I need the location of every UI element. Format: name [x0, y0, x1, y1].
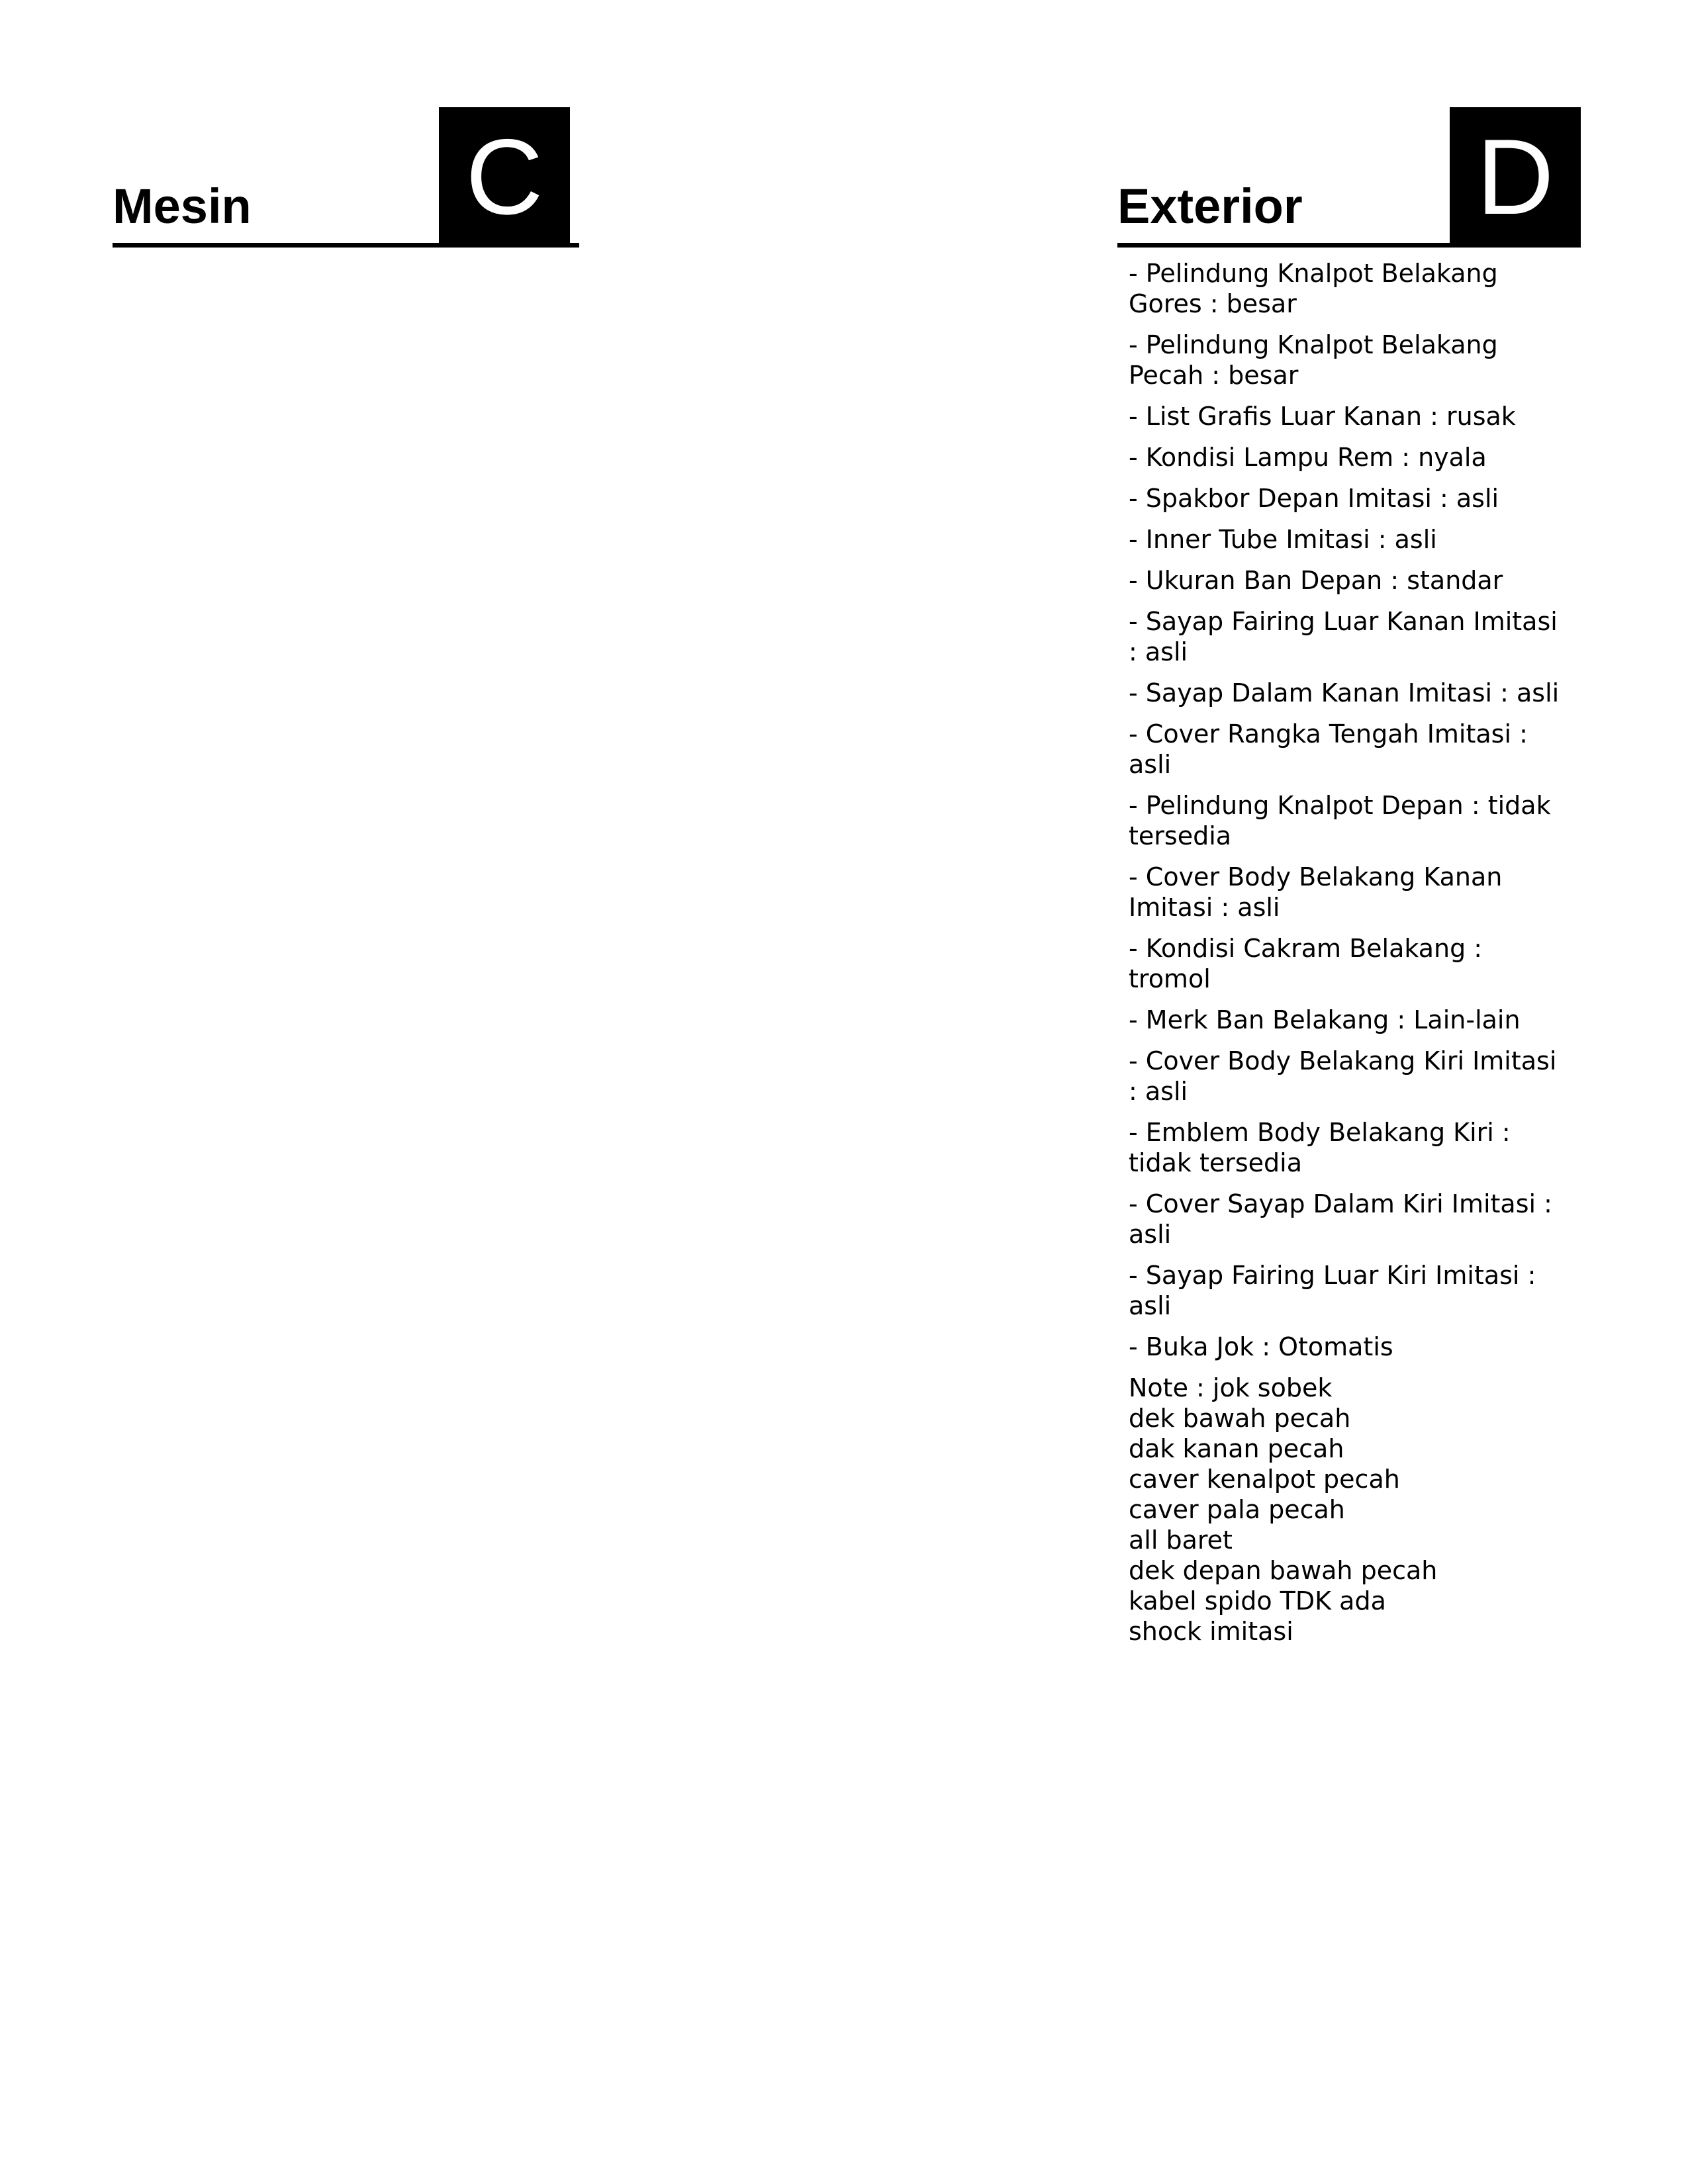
list-item: - Inner Tube Imitasi : asli	[1129, 525, 1437, 554]
list-item: - Buka Jok : Otomatis	[1129, 1332, 1393, 1361]
exterior-note: Note : jok sobek dek bawah pecah dak kanan pecah caver kenalpot pecah caver pala pecah all baret dek depan bawah pecah kabel spido TDK ada shock imitasi	[1129, 1373, 1438, 1646]
list-item: - Ukuran Ban Depan : standar	[1129, 566, 1503, 595]
list-item: - Sayap Dalam Kanan Imitasi : asli	[1129, 678, 1560, 707]
list-item: - Sayap Fairing Luar Kiri Imitasi : asli	[1129, 1261, 1536, 1320]
section-letter-badge-d: D	[1450, 107, 1581, 248]
section-mesin	[113, 107, 579, 250]
section-title-exterior: Exterior	[1117, 179, 1303, 234]
list-item: - Cover Sayap Dalam Kiri Imitasi : asli	[1129, 1189, 1552, 1249]
list-item: - Pelindung Knalpot Depan : tidak tersedia	[1129, 791, 1551, 850]
exterior-inspection-list	[1129, 258, 1566, 1647]
list-item: - Pelindung Knalpot Belakang Pecah : besar	[1129, 330, 1498, 390]
section-title-mesin: Mesin	[113, 179, 252, 234]
list-item: - Cover Body Belakang Kiri Imitasi : asli	[1129, 1046, 1557, 1106]
list-item: - Cover Body Belakang Kanan Imitasi : asli	[1129, 862, 1503, 922]
section-letter-badge-c: C	[439, 107, 570, 248]
list-item: - Emblem Body Belakang Kiri : tidak tersedia	[1129, 1118, 1511, 1177]
list-item: - Kondisi Cakram Belakang : tromol	[1129, 934, 1483, 993]
section-exterior	[1117, 107, 1581, 250]
list-item: - List Grafis Luar Kanan : rusak	[1129, 402, 1516, 431]
list-item: - Spakbor Depan Imitasi : asli	[1129, 484, 1499, 513]
list-item: - Pelindung Knalpot Belakang Gores : besar	[1129, 259, 1498, 318]
list-item: - Merk Ban Belakang : Lain-lain	[1129, 1005, 1521, 1034]
list-item: - Kondisi Lampu Rem : nyala	[1129, 443, 1487, 472]
list-item: - Sayap Fairing Luar Kanan Imitasi : asli	[1129, 607, 1558, 666]
list-item: - Cover Rangka Tengah Imitasi : asli	[1129, 719, 1528, 779]
